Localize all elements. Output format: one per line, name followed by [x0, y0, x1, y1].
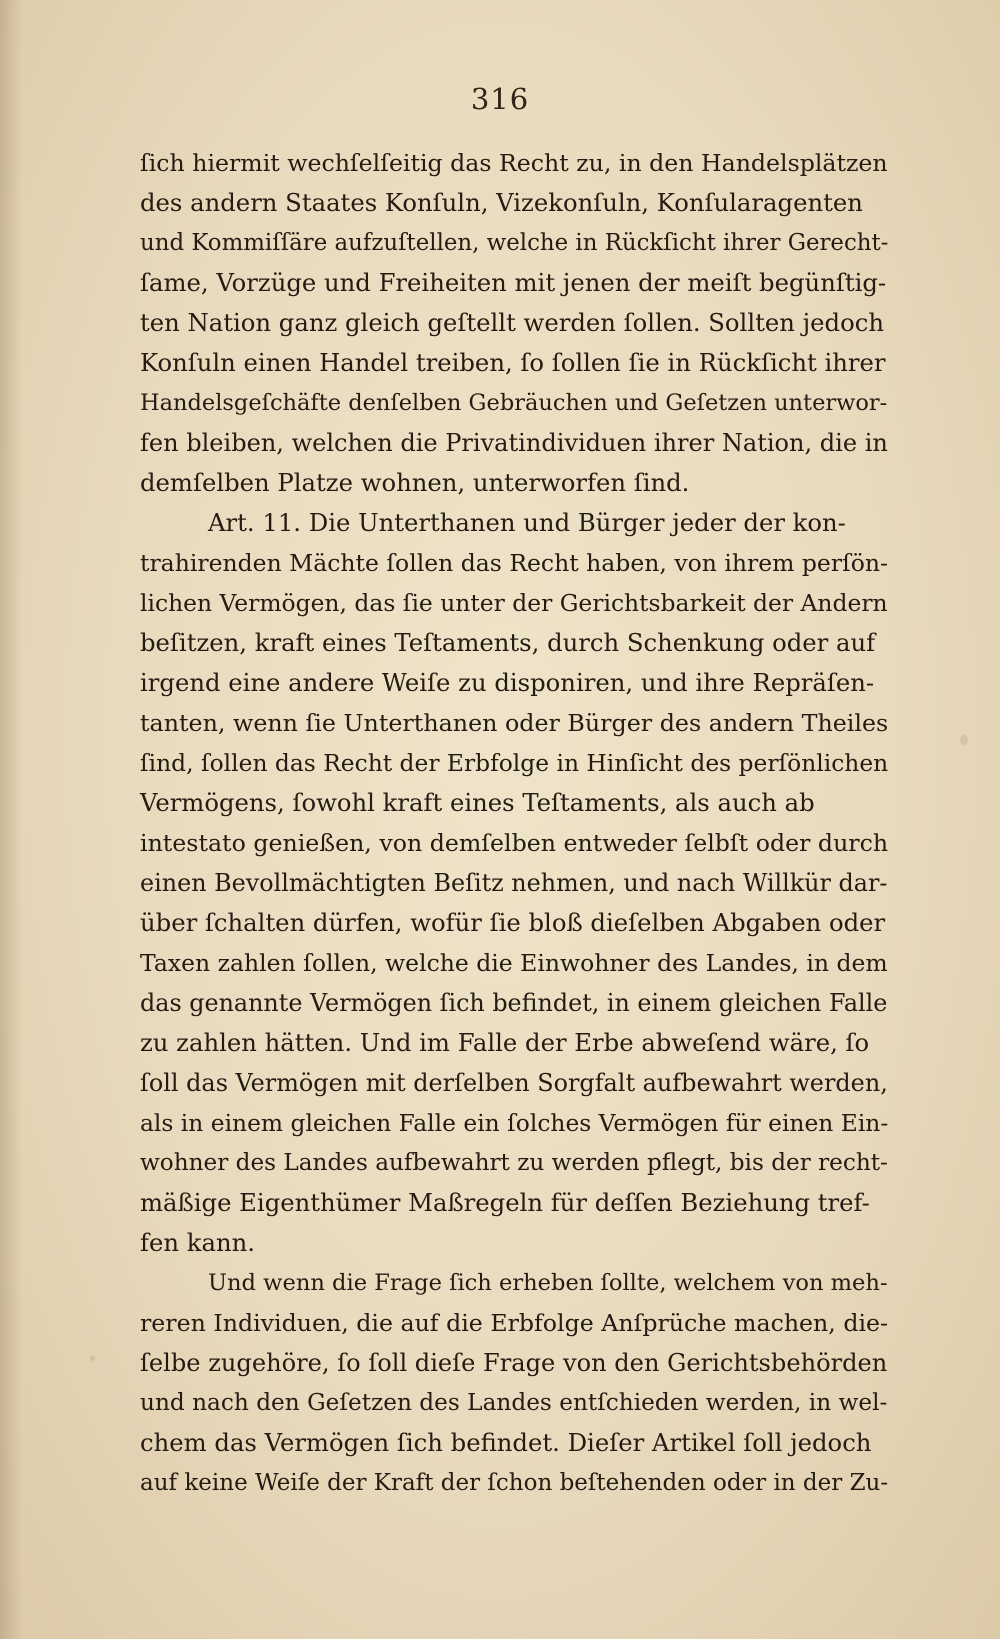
text-line: ſich hiermit wechſelſeitig das Recht zu, in den Handelsplätzen — [140, 149, 888, 177]
text-line: über ſchalten dürfen, wofür ſie bloß dieſelben Abgaben oder — [140, 908, 886, 937]
text-line: einen Bevollmächtigten Beſitz nehmen, und nach Willkür dar- — [140, 869, 888, 897]
text-line: intestato genießen, von demſelben entweder ſelbſt oder durch — [140, 829, 889, 857]
text-line: Konſuln einen Handel treiben, ſo ſollen ſie in Rückſicht ihrer — [140, 348, 886, 377]
text-line: fen kann. — [140, 1228, 255, 1257]
text-line: als in einem gleichen Falle ein ſolches Vermögen für einen Ein- — [140, 1109, 889, 1137]
text-line: auf keine Weiſe der Kraft der ſchon beſtehenden oder in der Zu- — [140, 1470, 889, 1496]
text-line: ſame, Vorzüge und Freiheiten mit jenen der meiſt begünſtig- — [140, 268, 887, 297]
body-text — [140, 143, 888, 1503]
text-line: und nach den Geſetzen des Landes entſchieden werden, in wel- — [140, 1389, 888, 1416]
text-line: ſoll das Vermögen mit derſelben Sorgfalt aufbewahrt werden, — [140, 1069, 888, 1097]
text-line: mäßige Eigenthümer Maßregeln für deſſen Beziehung tref- — [140, 1188, 870, 1217]
text-line: und Kommiſſäre aufzuſtellen, welche in Rückſicht ihrer Gerecht- — [140, 230, 889, 256]
text-line: trahirenden Mächte ſollen das Recht haben, von ihrem perſön- — [140, 549, 888, 577]
text-line: demſelben Platze wohnen, unterworfen ſind. — [140, 468, 690, 497]
paper-stain — [960, 735, 968, 745]
text-line: wohner des Landes aufbewahrt zu werden pflegt, bis der recht- — [140, 1150, 888, 1176]
text-line: lichen Vermögen, das ſie unter der Gerichtsbarkeit der Andern — [140, 589, 888, 617]
paper-stain — [90, 1355, 95, 1361]
text-line: des andern Staates Konſuln, Vizekonſuln, Konſularagenten — [140, 188, 863, 217]
text-line: fen bleiben, welchen die Privatindividuen ihrer Nation, die in — [140, 429, 888, 457]
text-line: das genannte Vermögen ſich befindet, in einem gleichen Falle — [140, 989, 888, 1017]
text-line: beſitzen, kraft eines Teſtaments, durch Schenkung oder auf — [140, 628, 876, 657]
text-line: Taxen zahlen ſollen, welche die Einwohner des Landes, in dem — [140, 949, 888, 977]
text-line: reren Individuen, die auf die Erbfolge Anſprüche machen, die- — [140, 1309, 889, 1337]
text-line: ſelbe zugehöre, ſo ſoll dieſe Frage von den Gerichtsbehörden — [140, 1349, 888, 1377]
text-line: zu zahlen hätten. Und im Falle der Erbe abweſend wäre, ſo — [140, 1028, 870, 1057]
text-line: chem das Vermögen ſich befindet. Dieſer Artikel ſoll jedoch — [140, 1428, 872, 1457]
text-line: Und wenn die Frage ſich erheben ſollte, welchem von meh- — [208, 1270, 888, 1296]
text-line: Art. 11. Die Unterthanen und Bürger jeder der kon- — [208, 508, 846, 537]
text-line: tanten, wenn ſie Unterthanen oder Bürger des andern Theiles — [140, 709, 889, 737]
text-line: Handelsgeſchäfte denſelben Gebräuchen und Geſetzen unterwor- — [140, 390, 888, 416]
text-line: irgend eine andere Weiſe zu disponiren, und ihre Repräſen- — [140, 668, 875, 697]
text-line: ten Nation ganz gleich geſtellt werden ſollen. Sollten jedoch — [140, 308, 884, 337]
page-number: 316 — [470, 82, 530, 116]
text-line: ſind, ſollen das Recht der Erbfolge in Hinſicht des perſönlichen — [140, 749, 889, 777]
text-line: Vermögens, ſowohl kraft eines Teſtaments, als auch ab — [140, 788, 815, 817]
